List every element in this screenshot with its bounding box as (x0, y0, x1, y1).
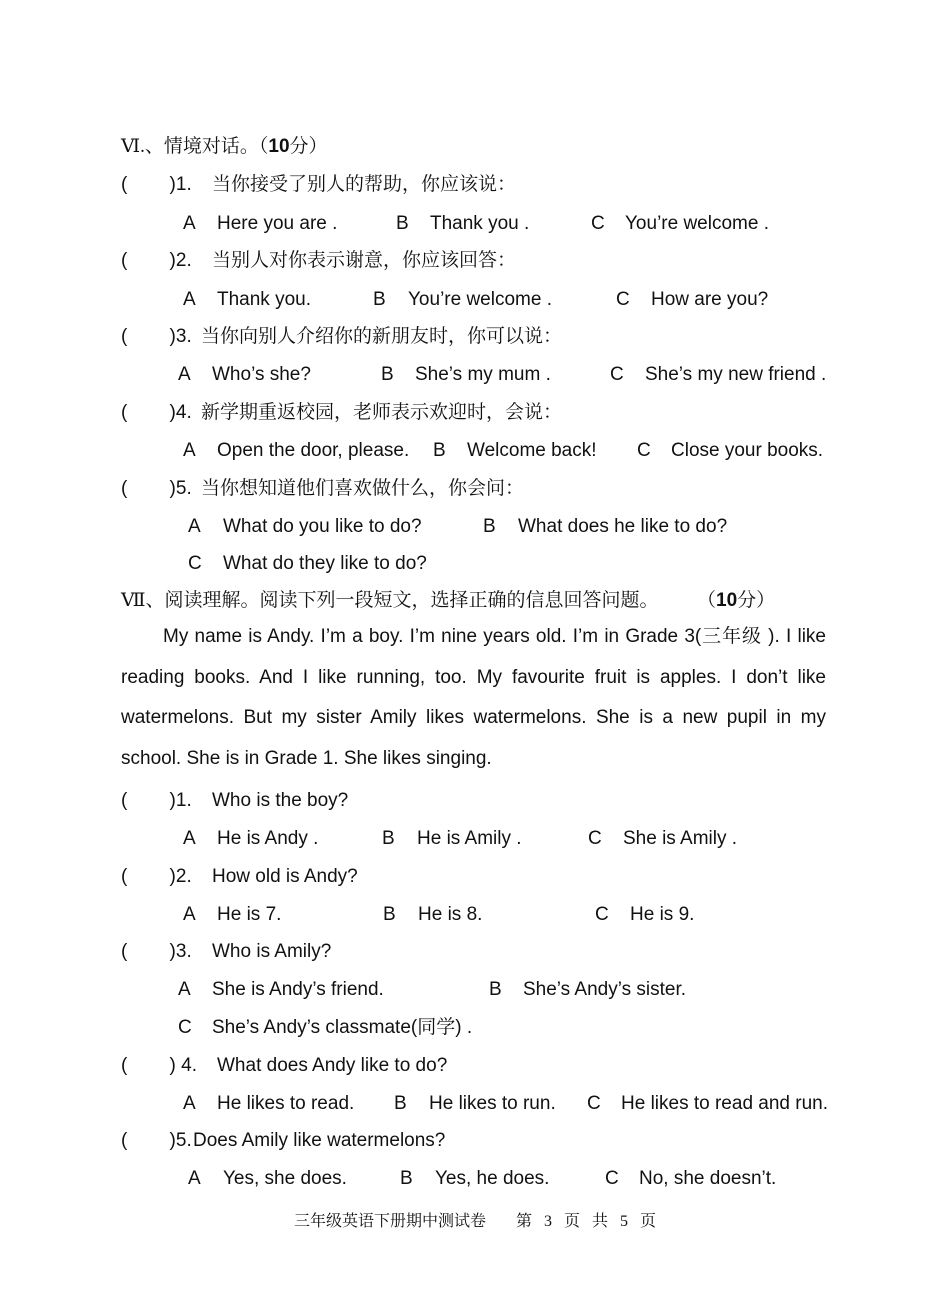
section-7-score-wrap (697, 590, 775, 612)
s7-q3-opt-c: She’s Andy’s classmate(同学) . (212, 1017, 473, 1038)
s6-q5-opt-b-letter: B (483, 516, 496, 537)
s7-q1-opt-c-letter: C (588, 828, 602, 849)
s6-q4-opt-a: Open the door, please. (217, 440, 410, 461)
s6-q2-prompt: 当别人对你表示谢意，你应该回答： (212, 250, 517, 271)
page-footer (0, 1208, 950, 1231)
footer-total-unit: 页 (640, 1213, 657, 1230)
passage-line-2: reading books. And I like running, too. My favourite fruit is apples. I don’t like (121, 667, 826, 688)
s7-q3-opt-c-letter: C (178, 1017, 192, 1038)
s6-q4-prompt: 新学期重返校园，老师表示欢迎时，会说： (201, 402, 563, 423)
s7-q1-opt-b: He is Amily . (417, 828, 522, 849)
section-6-title: Ⅵ.、情境对话。（ (121, 136, 269, 157)
s6-q1-opt-c-letter: C (591, 213, 605, 234)
section-6-heading (121, 136, 328, 158)
footer-page-current: 3 (543, 1213, 552, 1230)
s6-q3-opt-b-letter: B (381, 364, 394, 385)
footer-page-total: 5 (620, 1213, 629, 1230)
s7-q1-opt-b-letter: B (382, 828, 395, 849)
s7-q4-opt-b: He likes to run. (429, 1093, 556, 1114)
s7-q4-opt-c: He likes to read and run. (621, 1093, 829, 1114)
s6-q1-opt-b: Thank you . (430, 213, 530, 234)
s7-q2-opt-c-letter: C (595, 904, 609, 925)
s6-q3-prefix: ( )3. (121, 326, 192, 347)
s6-q2-opt-c: How are you? (651, 289, 769, 310)
s7-q1-opt-a-letter: A (183, 828, 196, 849)
s7-q5-opt-c: No, she doesn’t. (639, 1168, 777, 1189)
s7-q3-opt-a-letter: A (178, 979, 191, 1000)
passage-line-1: My name is Andy. I’m a boy. I’m nine years old. I’m in Grade 3(三年级 ). I like (163, 626, 826, 647)
s6-q5-opt-c-letter: C (188, 553, 202, 574)
section-7-score: 10 (716, 590, 738, 611)
s7-q3-opt-a: She is Andy’s friend. (212, 979, 384, 1000)
s6-q3-opt-a-letter: A (178, 364, 191, 385)
s7-q5-opt-a: Yes, she does. (223, 1168, 347, 1189)
footer-exam-title: 三年级英语下册期中测试卷 (293, 1213, 486, 1230)
s6-q3-prompt: 当你向别人介绍你的新朋友时，你可以说： (201, 326, 563, 347)
s6-q4-prefix: ( )4. (121, 402, 192, 423)
s7-q4-opt-b-letter: B (394, 1093, 407, 1114)
s6-q5-opt-b: What does he like to do? (518, 516, 728, 537)
s7-q1-prompt: Who is the boy? (212, 790, 349, 811)
section-6-score: 10 (268, 136, 290, 157)
s6-q1-opt-b-letter: B (396, 213, 409, 234)
s7-q5-opt-a-letter: A (188, 1168, 201, 1189)
s6-q4-opt-b-letter: B (433, 440, 446, 461)
section-7-score-suffix: 分） (737, 590, 776, 611)
s7-q5-opt-b-letter: B (400, 1168, 413, 1189)
s7-q4-opt-a: He likes to read. (217, 1093, 355, 1114)
s7-q4-opt-c-letter: C (587, 1093, 601, 1114)
passage-line-4: school. She is in Grade 1. She likes singing. (121, 748, 492, 769)
s6-q5-opt-a: What do you like to do? (223, 516, 422, 537)
s6-q2-opt-b: You’re welcome . (408, 289, 552, 310)
section-7-title: Ⅶ、阅读理解。阅读下列一段短文，选择正确的信息回答问题。 (121, 590, 659, 611)
s6-q5-prefix: ( )5. (121, 478, 192, 499)
s6-q1 (121, 174, 192, 196)
s7-q2-prompt: How old is Andy? (212, 866, 358, 887)
s6-q3-opt-c-letter: C (610, 364, 624, 385)
s6-q2-opt-b-letter: B (373, 289, 386, 310)
s6-q4-opt-c: Close your books. (671, 440, 824, 461)
s7-q2-prefix: ( )2. (121, 866, 192, 887)
s7-q2-opt-b: He is 8. (418, 904, 483, 925)
s7-q1-prefix: ( )1. (121, 790, 192, 811)
s7-q3-opt-b-letter: B (489, 979, 502, 1000)
s6-q5-opt-c: What do they like to do? (223, 553, 427, 574)
s6-q2-opt-c-letter: C (616, 289, 630, 310)
s7-q4-prompt: What does Andy like to do? (217, 1055, 448, 1076)
s6-q4-opt-b: Welcome back! (467, 440, 597, 461)
s7-q3-prompt: Who is Amily? (212, 941, 332, 962)
q-prefix: ( )1. (121, 174, 192, 195)
footer-page-label: 第 (515, 1213, 532, 1230)
s7-q2-opt-a-letter: A (183, 904, 196, 925)
s7-q3-prefix: ( )3. (121, 941, 192, 962)
s6-q1-opt-c: You’re welcome . (625, 213, 769, 234)
s6-q3-opt-a: Who’s she? (212, 364, 311, 385)
section-7-score-prefix: （ (697, 590, 717, 611)
s7-q3-opt-b: She’s Andy’s sister. (523, 979, 687, 1000)
s7-q5-prompt: Does Amily like watermelons? (193, 1130, 446, 1151)
s6-q5-opt-a-letter: A (188, 516, 201, 537)
s7-q2-opt-c: He is 9. (630, 904, 695, 925)
s6-q3-opt-c: She’s my new friend . (645, 364, 827, 385)
s6-q1-prompt: 当你接受了别人的帮助，你应该说： (212, 174, 517, 195)
section-6-score-suffix: 分） (289, 136, 328, 157)
s7-q2-opt-a: He is 7. (217, 904, 282, 925)
s6-q3-opt-b: She’s my mum . (415, 364, 551, 385)
s6-q4-opt-a-letter: A (183, 440, 196, 461)
s7-q1-opt-a: He is Andy . (217, 828, 319, 849)
s6-q2-prefix: ( )2. (121, 250, 192, 271)
footer-page-unit: 页 (563, 1213, 580, 1230)
s6-q4-opt-c-letter: C (637, 440, 651, 461)
s6-q5-prompt: 当你想知道他们喜欢做什么，你会问： (201, 478, 525, 499)
s6-q1-opt-a-letter: A (183, 213, 196, 234)
footer-total-label: 共 (592, 1213, 609, 1230)
s7-q4-opt-a-letter: A (183, 1093, 196, 1114)
s6-q2-opt-a-letter: A (183, 289, 196, 310)
s6-q2-opt-a: Thank you. (217, 289, 311, 310)
s7-q5-prefix: ( )5. (121, 1130, 192, 1151)
section-7-heading (121, 590, 659, 612)
s7-q5-opt-c-letter: C (605, 1168, 619, 1189)
s7-q1-opt-c: She is Amily . (623, 828, 738, 849)
passage-line-3: watermelons. But my sister Amily likes watermelons. She is a new pupil in my (121, 707, 826, 728)
s6-q1-opt-a: Here you are . (217, 213, 338, 234)
s7-q4-prefix: ( ) 4. (121, 1055, 198, 1076)
s7-q2-opt-b-letter: B (383, 904, 396, 925)
s7-q5-opt-b: Yes, he does. (435, 1168, 550, 1189)
